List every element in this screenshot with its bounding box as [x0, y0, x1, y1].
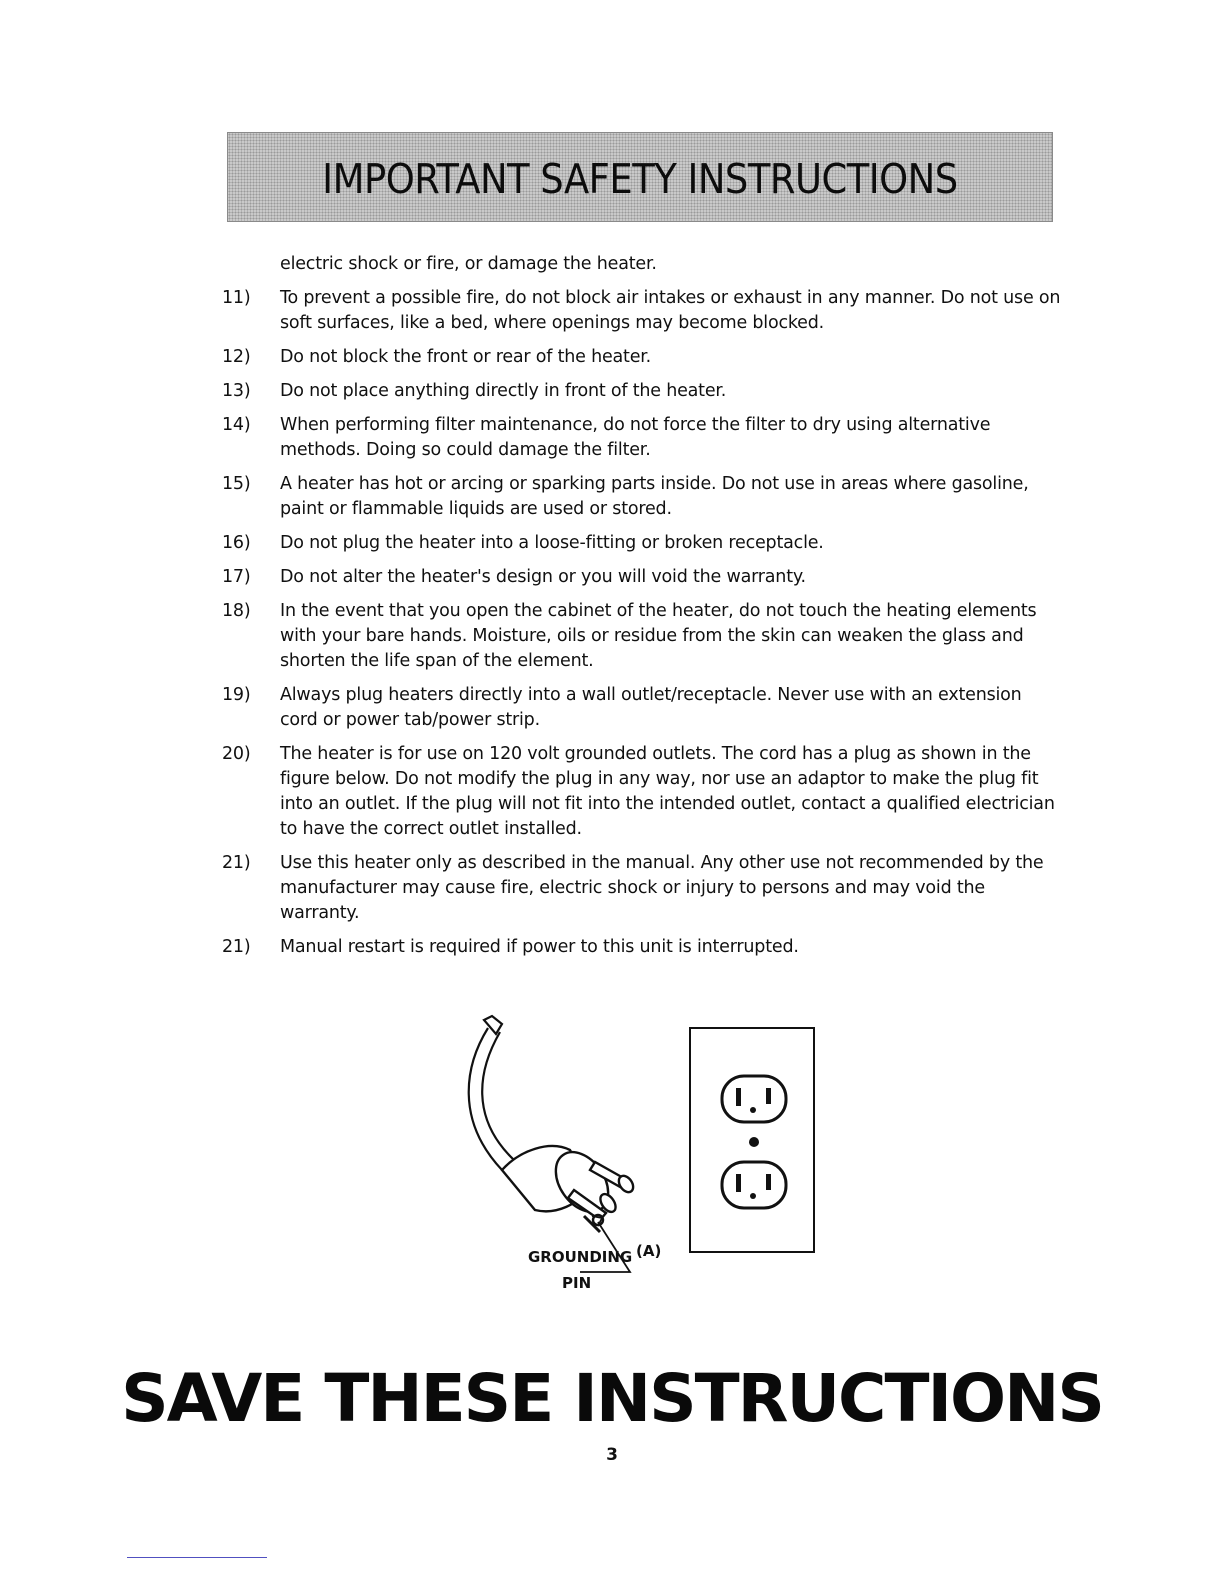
item-text: Do not place anything directly in front of the heater.	[280, 381, 727, 401]
item-number: 11)	[222, 288, 251, 308]
item-number: 17)	[222, 567, 251, 587]
item-text: When performing filter maintenance, do not force the filter to dry using alternative methods. Doing so could damage the filter.	[280, 415, 991, 460]
list-item	[222, 286, 1062, 336]
item-number: 20)	[222, 744, 251, 764]
list-item	[222, 935, 1062, 960]
item-text: In the event that you open the cabinet of the heater, do not touch the heating elements with your bare hands. Moisture, oils or residue from the skin can weaken the glass and shorten the life span of the element.	[280, 601, 1037, 671]
grounding-label: GROUNDING	[528, 1248, 633, 1266]
item-text: Do not plug the heater into a loose-fitting or broken receptacle.	[280, 533, 824, 553]
item-text: To prevent a possible fire, do not block air intakes or exhaust in any manner. Do not use on soft surfaces, like a bed, where openings may become blocked.	[280, 288, 1061, 333]
list-item	[222, 851, 1062, 926]
list-item	[222, 565, 1062, 590]
item-number: 13)	[222, 381, 251, 401]
item-number: 21)	[222, 853, 251, 873]
item-number: 21)	[222, 937, 251, 957]
list-item	[222, 379, 1062, 404]
list-item	[222, 413, 1062, 463]
page-number: 3	[606, 1445, 618, 1465]
item-number: 16)	[222, 533, 251, 553]
item-number: 12)	[222, 347, 251, 367]
list-item	[222, 599, 1062, 674]
list-item	[222, 472, 1062, 522]
item-text: Use this heater only as described in the manual. Any other use not recommended by the manufacturer may cause fire, electric shock or injury to persons and may void the warranty.	[280, 853, 1044, 923]
save-instructions-heading: SAVE THESE INSTRUCTIONS	[121, 1360, 1103, 1437]
item-text: electric shock or fire, or damage the heater.	[280, 254, 657, 274]
item-number: 19)	[222, 685, 251, 705]
header-banner	[227, 132, 1053, 222]
item-text: Always plug heaters directly into a wall outlet/receptacle. Never use with an extension cord or power tab/power strip.	[280, 685, 1022, 730]
plug-outlet-figure	[440, 1010, 840, 1300]
plug-icon	[502, 1142, 636, 1232]
item-text: Do not block the front or rear of the heater.	[280, 347, 652, 367]
power-cord-icon	[469, 1016, 514, 1170]
pin-label: PIN	[562, 1274, 592, 1292]
list-item	[222, 683, 1062, 733]
item-number: 18)	[222, 601, 251, 621]
item-number: 15)	[222, 474, 251, 494]
divider	[127, 1557, 267, 1558]
list-item	[222, 531, 1062, 556]
list-item	[222, 742, 1062, 842]
list-item	[222, 252, 1062, 277]
item-text: A heater has hot or arcing or sparking parts inside. Do not use in areas where gasoline, paint or flammable liquids are used or stored.	[280, 474, 1029, 519]
item-text: Manual restart is required if power to this unit is interrupted.	[280, 937, 799, 957]
wall-outlet-icon	[690, 1028, 814, 1252]
callout-label: (A)	[636, 1242, 662, 1260]
instruction-list	[222, 252, 1062, 969]
page-title: IMPORTANT SAFETY INSTRUCTIONS	[322, 155, 958, 203]
list-item	[222, 345, 1062, 370]
item-number: 14)	[222, 415, 251, 435]
item-text: Do not alter the heater's design or you will void the warranty.	[280, 567, 806, 587]
item-text: The heater is for use on 120 volt grounded outlets. The cord has a plug as shown in the figure below. Do not modify the plug in any way, nor use an adaptor to make the plug fit into an outlet. If the plug will not fit into the intended outlet, contact a qualified electrician to have the correct outlet installed.	[280, 744, 1055, 839]
